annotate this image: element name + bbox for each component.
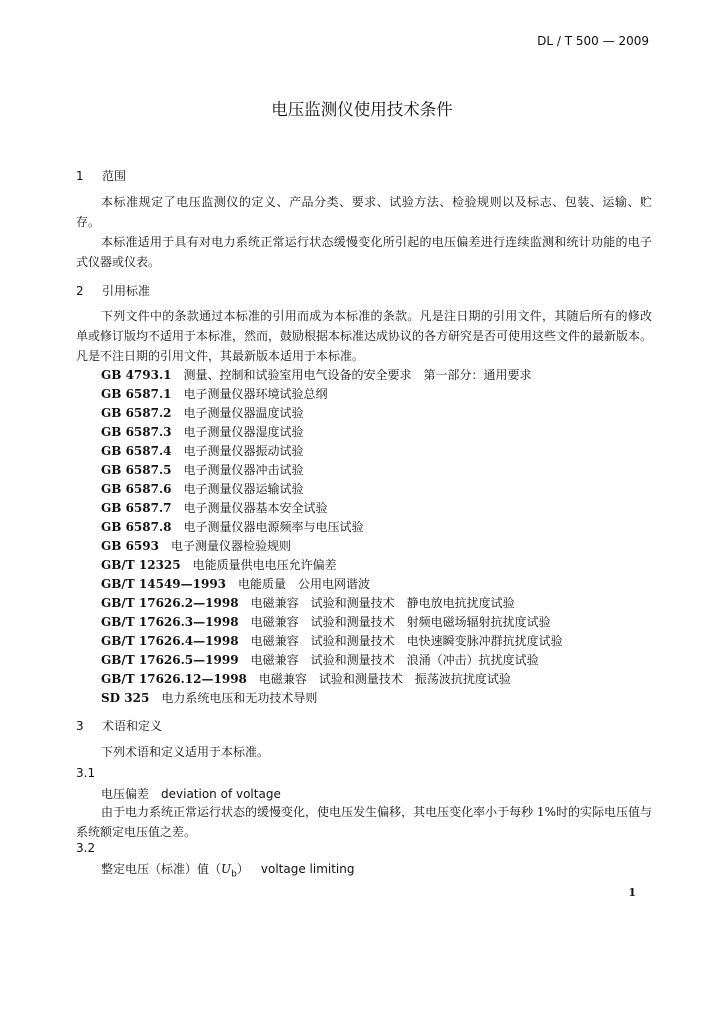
reference-item [101, 689, 563, 708]
reference-code: GB 6587.4 [101, 444, 172, 458]
reference-item [101, 518, 563, 537]
section-1-paragraph-1: 本标准规定了电压监测仪的定义、产品分类、要求、试验方法、检验规则以及标志、包装、运输、贮存。 [76, 195, 652, 229]
page-number: 1 [628, 886, 636, 899]
term-symbol: U [221, 862, 232, 876]
section-2-heading [76, 282, 150, 299]
reference-code: GB/T 17626.2—1998 [101, 596, 239, 610]
term-chinese: 电压偏差 [101, 787, 150, 801]
term-3-2-number: 3.2 [76, 841, 96, 855]
reference-title: 电子测量仪器运输试验 [183, 482, 304, 496]
term-3-1-number: 3.1 [76, 766, 96, 780]
reference-code: GB 6587.6 [101, 482, 172, 496]
reference-code: GB 6587.8 [101, 520, 172, 534]
reference-item [101, 670, 563, 689]
reference-code: GB 4793.1 [101, 368, 172, 382]
reference-item [101, 537, 563, 556]
document-code: DL / T 500 — 2009 [537, 34, 649, 48]
reference-item [101, 385, 563, 404]
reference-title: 电磁兼容 试验和测量技术 振荡波抗扰度试验 [258, 672, 511, 686]
reference-title: 电子测量仪器环境试验总纲 [183, 387, 328, 401]
reference-code: GB/T 17626.12—1998 [101, 672, 247, 686]
section-3-intro: 下列术语和定义适用于本标准。 [101, 745, 270, 759]
reference-code: GB 6587.5 [101, 463, 172, 477]
section-number: 1 [76, 169, 84, 183]
section-1-paragraph-2: 本标准适用于具有对电力系统正常运行状态缓慢变化所引起的电压偏差进行连续监测和统计功能的电子式仪器或仪表。 [76, 235, 652, 269]
term-3-2 [101, 860, 354, 879]
reference-title: 电子测量仪器温度试验 [183, 406, 304, 420]
reference-code: GB 6587.1 [101, 387, 172, 401]
reference-title: 电子测量仪器电源频率与电压试验 [183, 520, 364, 534]
reference-title: 电子测量仪器检验规则 [170, 539, 291, 553]
reference-code: GB 6593 [101, 539, 159, 553]
reference-title: 测量、控制和试验室用电气设备的安全要求 第一部分：通用要求 [183, 368, 532, 382]
reference-title: 电能质量 公用电网谐波 [238, 577, 371, 591]
reference-item [101, 499, 563, 518]
reference-title: 电磁兼容 试验和测量技术 静电放电抗扰度试验 [250, 596, 515, 610]
section-title: 引用标准 [102, 284, 151, 298]
reference-item [101, 404, 563, 423]
reference-title: 电磁兼容 试验和测量技术 浪涌（冲击）抗扰度试验 [250, 653, 539, 667]
reference-item [101, 461, 563, 480]
reference-title: 电子测量仪器基本安全试验 [183, 501, 328, 515]
reference-code: GB/T 17626.3—1998 [101, 615, 239, 629]
reference-title: 电磁兼容 试验和测量技术 射频电磁场辐射抗扰度试验 [250, 615, 551, 629]
reference-title: 电子测量仪器冲击试验 [183, 463, 304, 477]
reference-item [101, 651, 563, 670]
section-title: 范围 [102, 169, 127, 183]
term-english: voltage limiting [260, 862, 355, 876]
reference-item [101, 632, 563, 651]
reference-code: GB 6587.2 [101, 406, 172, 420]
section-2-intro: 下列文件中的条款通过本标准的引用而成为本标准的条款。凡是注日期的引用文件，其随后所有的修改单或修订版均不适用于本标准，然而，鼓励根据本标准达成协议的各方研究是否可使用这些文件的最新版本。凡是不注日期的引用文件，其最新版本适用于本标准。 [76, 309, 653, 363]
section-title: 术语和定义 [102, 719, 163, 733]
reference-code: GB/T 17626.4—1998 [101, 634, 239, 648]
term-english: deviation of voltage [161, 787, 281, 801]
reference-item [101, 613, 563, 632]
reference-code: GB 6587.7 [101, 501, 172, 515]
reference-title: 电子测量仪器振动试验 [183, 444, 304, 458]
reference-item [101, 594, 563, 613]
reference-title: 电能质量供电电压允许偏差 [192, 558, 337, 572]
page-title: 电压监测仪使用技术条件 [271, 100, 453, 119]
section-1-heading [76, 167, 126, 184]
term-3-1 [101, 785, 281, 802]
term-symbol-subscript: b [231, 869, 237, 880]
term-chinese-suffix: ） [236, 862, 249, 876]
reference-title: 电力系统电压和无功技术导则 [161, 691, 318, 705]
reference-item [101, 442, 563, 461]
reference-code: GB 6587.3 [101, 425, 172, 439]
reference-item [101, 575, 563, 594]
reference-code: GB/T 14549—1993 [101, 577, 227, 591]
reference-title: 电子测量仪器湿度试验 [183, 425, 304, 439]
section-number: 2 [76, 284, 84, 298]
reference-title: 电磁兼容 试验和测量技术 电快速瞬变脉冲群抗扰度试验 [250, 634, 563, 648]
reference-code: SD 325 [101, 691, 150, 705]
section-number: 3 [76, 719, 84, 733]
term-chinese-prefix: 整定电压（标准）值（ [101, 862, 222, 876]
reference-list [101, 366, 563, 708]
reference-code: GB/T 12325 [101, 558, 181, 572]
reference-code: GB/T 17626.5—1999 [101, 653, 239, 667]
reference-item [101, 366, 563, 385]
reference-item [101, 480, 563, 499]
term-3-1-definition: 由于电力系统正常运行状态的缓慢变化，使电压发生偏移，其电压变化率小于每秒 1%时的实际电压值与系统额定电压值之差。 [76, 805, 652, 839]
section-3-heading [76, 717, 162, 734]
reference-item [101, 556, 563, 575]
reference-item [101, 423, 563, 442]
